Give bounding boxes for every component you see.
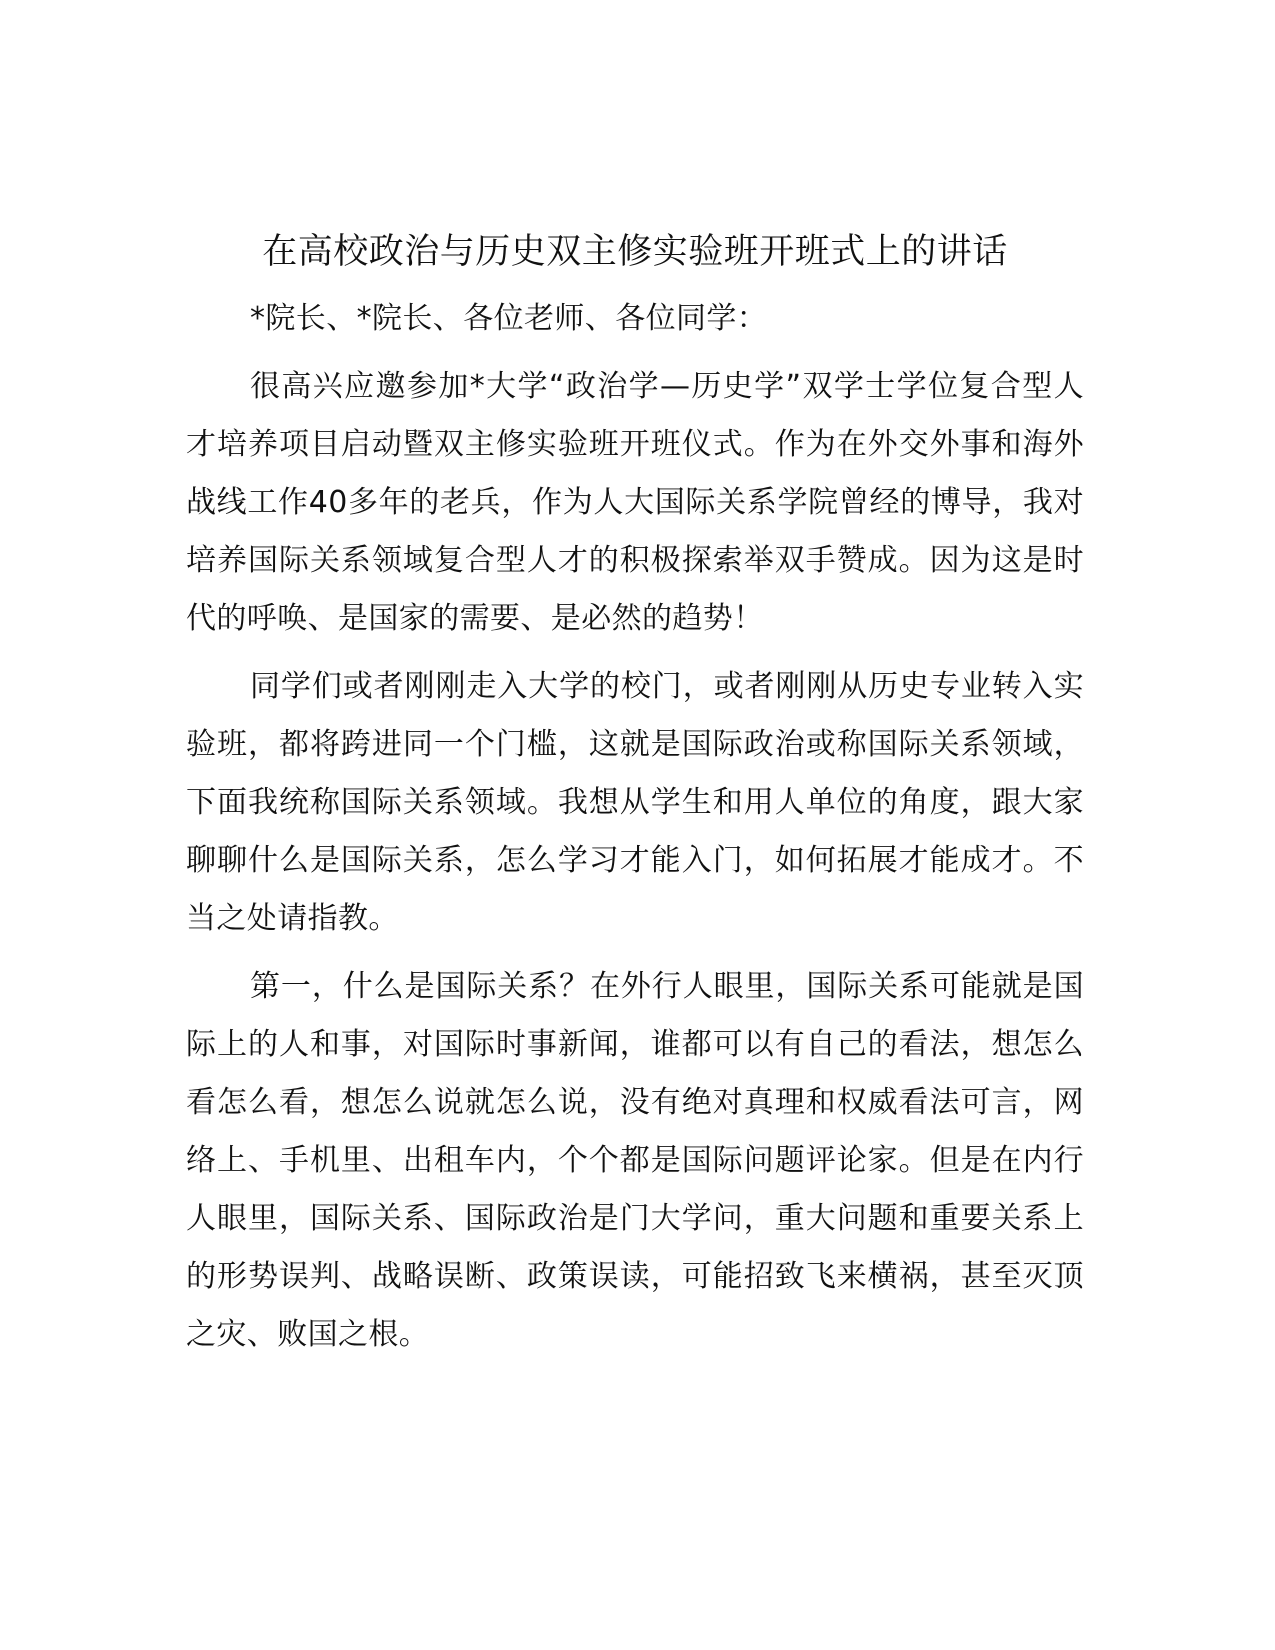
intro-paragraph: 很高兴应邀参加*大学“政治学—历史学”双学士学位复合型人才培养项目启动暨双主修实验班开班仪式。作为在外交外事和海外战线工作40多年的老兵，作为人大国际关系学院曾经的博导，我对培养国际关系领域复合型人才的积极探索举双手赞成。因为这是时代的呼唤、是国家的需要、是必然的趋势！ <box>186 369 1084 636</box>
document-body <box>186 290 1084 1364</box>
document-title: 在高校政治与历史双主修实验班开班式上的讲话 <box>262 232 1008 272</box>
salutation-paragraph: *院长、*院长、各位老师、各位同学： <box>250 301 768 336</box>
section-one-paragraph: 第一，什么是国际关系？在外行人眼里，国际关系可能就是国际上的人和事，对国际时事新闻，谁都可以有自己的看法，想怎么看怎么看，想怎么说就怎么说，没有绝对真理和权威看法可言，网络上、手机里、出租车内，个个都是国际问题评论家。但是在内行人眼里，国际关系、国际政治是门大学问，重大问题和重要关系上的形势误判、战略误断、政策误读，可能招致飞来横祸，甚至灭顶之灾、败国之根。 <box>186 969 1084 1352</box>
document-content <box>186 222 1084 1374</box>
overview-paragraph: 同学们或者刚刚走入大学的校门，或者刚刚从历史专业转入实验班，都将跨进同一个门槛，这就是国际政治或称国际关系领域，下面我统称国际关系领域。我想从学生和用人单位的角度，跟大家聊聊什么是国际关系，怎么学习才能入门，如何拓展才能成才。不当之处请指教。 <box>186 669 1084 936</box>
